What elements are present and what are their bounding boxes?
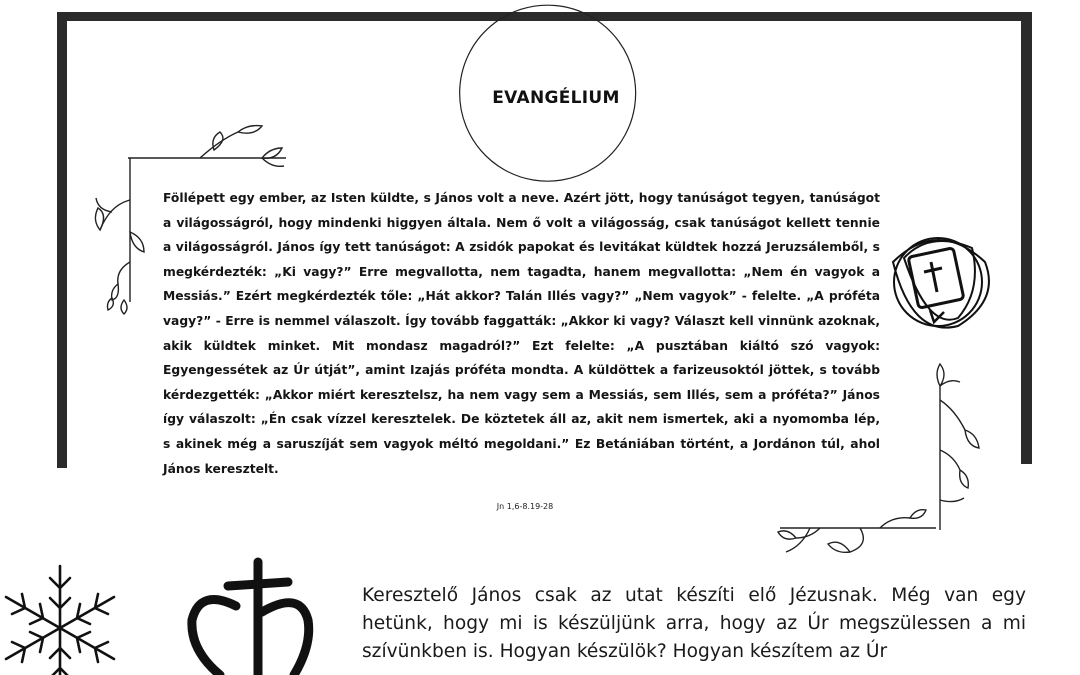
scripture-reference: Jn 1,6-8.19-28 — [496, 502, 554, 511]
heart-cross-icon — [192, 562, 309, 675]
snowflake-icon — [6, 566, 114, 675]
frame-right-border — [1021, 12, 1032, 464]
page-title: EVANGÉLIUM — [492, 88, 620, 108]
reflection-text: Keresztelő János csak az utat készíti elő Jézusnak. Még van egy hetünk, hogy mi is készüljünk arra, hogy az Úr megszülessen a mi szívünkben is. Hogyan készülök? Hogyan készítem az Úr — [362, 585, 1026, 662]
frame-left-border — [57, 12, 67, 468]
frame-top-border — [57, 12, 1032, 21]
bible-cross-icon — [893, 238, 989, 328]
gospel-text: Föllépett egy ember, az Isten küldte, s János volt a neve. Azért jött, hogy tanúságot tegyen, tanúságot a világosságról, hogy mindenki higgyen általa. Nem ő volt a világosság, csak tanúságot kellett tennie a világosságról. János így tett tanúságot: A zsidók papokat és levitákat küldtek hozzá Jeruzsálemből, s megkérdezték: „Ki vagy?” Erre megvallotta, nem tagadta, hanem megvallotta: „Nem én vagyok a Messiás.” Ezért megkérdezték tőle: „Hát akkor? Talán Illés vagy?” „Nem vagyok” - felelte. „A próféta vagy?” - Erre is nemmel válaszolt. Így tovább faggatták: „Akkor ki vagy? Választ kell vinnünk azoknak, akik küldtek minket. Mit mondasz magadról?” Ezt felelte: „A pusztában kiáltó szó vagyok: Egyengessétek az Úr útját”, amint Izajás próféta mondta. A küldöttek a farizeusoktól jöttek, s tovább kérdezgették: „Akkor miért keresztelsz, ha nem vagy sem a Messiás, sem Illés, sem a próféta?” János így válaszolt: „Én csak vízzel keresztelek. De köztetek áll az, akit nem ismertek, aki a nyomomba lép, s akinek még a saruszíját sem vagyok méltó megoldani.” Ez Betániában történt, a Jordánon túl, ahol János keresztelt. — [163, 191, 880, 476]
